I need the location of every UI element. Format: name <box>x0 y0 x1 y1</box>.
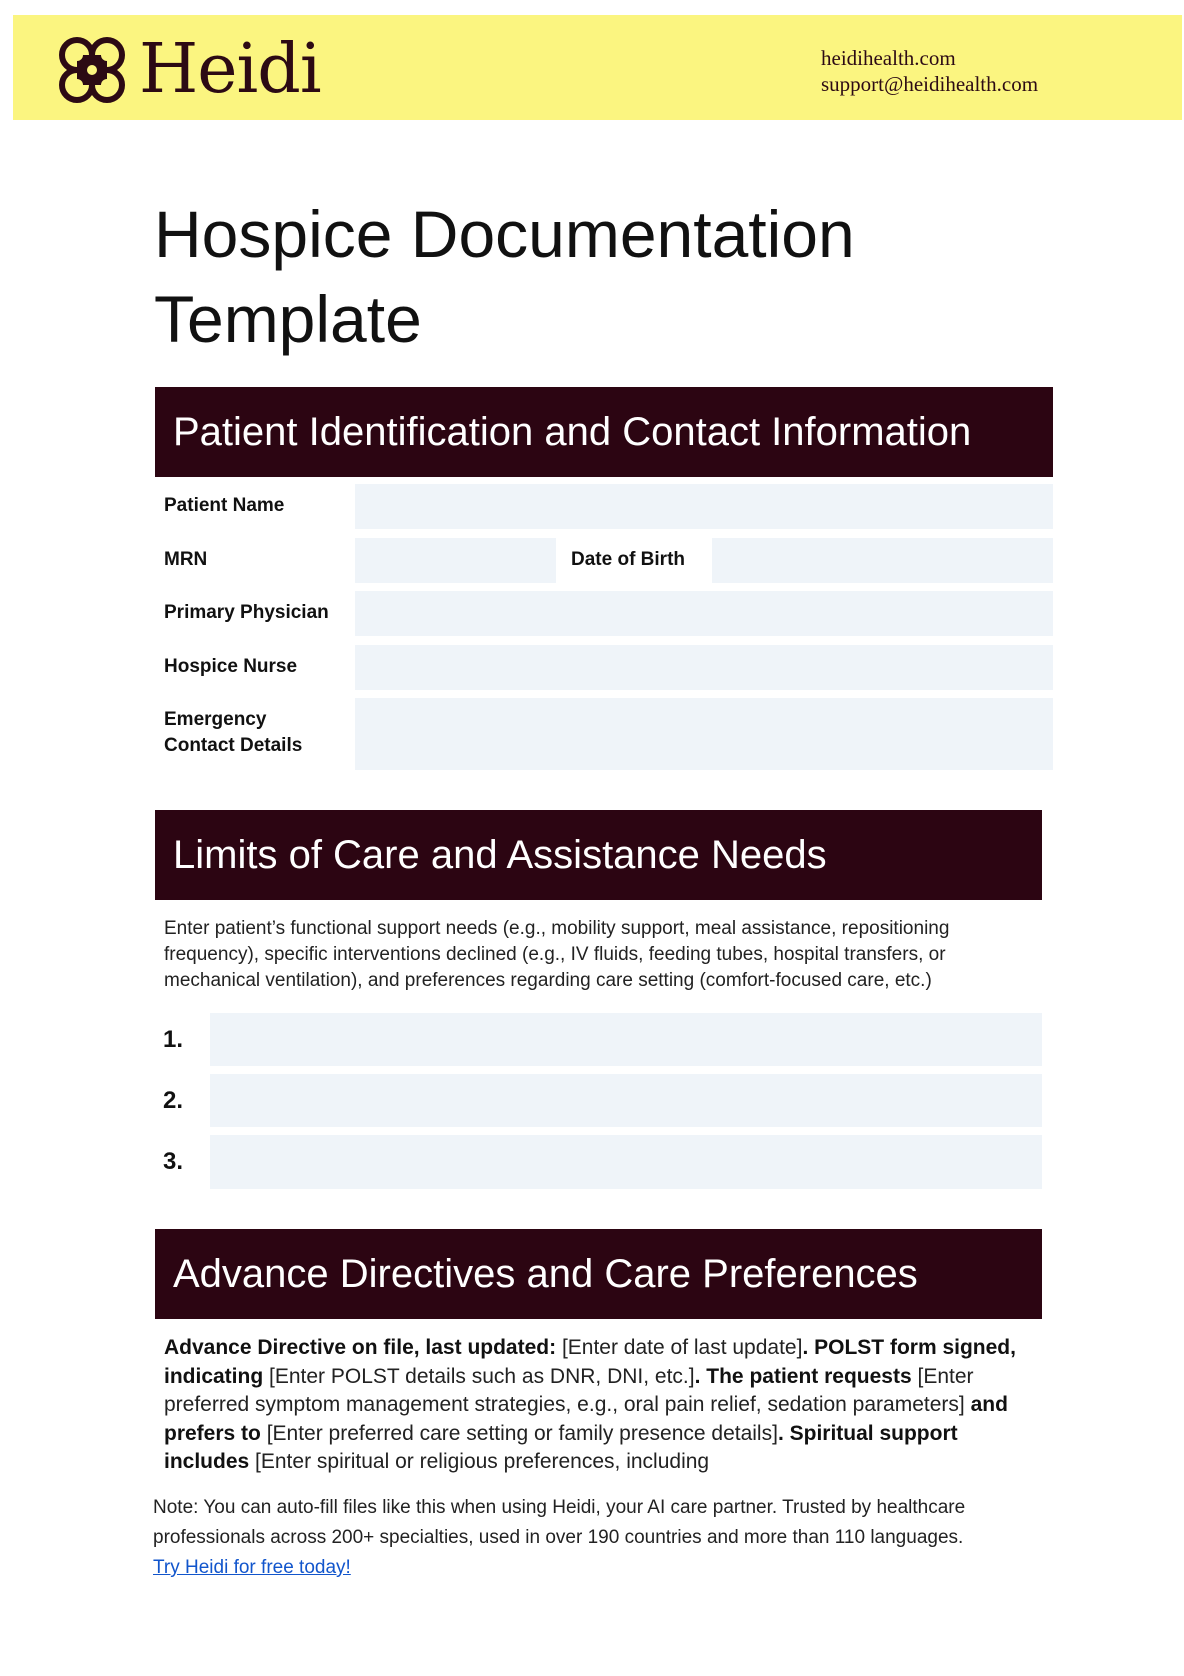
para-bold-3: . The patient requests <box>694 1364 912 1388</box>
section-advance-directives-heading: Advance Directives and Care Preferences <box>155 1229 1042 1319</box>
date-of-birth-field[interactable] <box>712 538 1053 583</box>
para-bold-5: . Spiritual support includes <box>164 1421 958 1473</box>
footer-note <box>153 1493 1053 1583</box>
mrn-field[interactable] <box>355 538 556 583</box>
para-bold-1: Advance Directive on file, last updated: <box>164 1336 557 1359</box>
para-bold-2: . POLST form signed, indicating <box>164 1336 1016 1388</box>
list-field-1[interactable] <box>210 1013 1042 1066</box>
section-patient-identification-heading: Patient Identification and Contact Information <box>155 387 1053 477</box>
patient-name-field[interactable] <box>355 484 1053 529</box>
para-bold-4: and prefers to <box>164 1393 1008 1445</box>
support-email[interactable]: support@heidihealth.com <box>821 72 1039 96</box>
patient-name-label: Patient Name <box>164 495 285 516</box>
contact-info <box>821 45 1038 97</box>
header-banner <box>13 15 1182 120</box>
para-text-2: [Enter POLST details such as DNR, DNI, etc.] <box>263 1364 695 1388</box>
title-line-2: Template <box>154 282 422 356</box>
heidi-logo[interactable] <box>53 31 321 109</box>
primary-physician-field[interactable] <box>355 591 1053 636</box>
hospice-nurse-field[interactable] <box>355 645 1053 690</box>
note-text: Note: You can auto-fill files like this when using Heidi, your AI care partner. Trusted by healthcare professionals across 200+ specialties, used in over 190 countries and more than 110 languages. <box>153 1497 966 1548</box>
heidi-logo-icon <box>53 31 131 109</box>
website-link[interactable]: heidihealth.com <box>821 46 956 70</box>
list-number-3: 3. <box>163 1148 184 1175</box>
section-limits-of-care-heading: Limits of Care and Assistance Needs <box>155 810 1042 900</box>
primary-physician-label: Primary Physician <box>164 602 329 623</box>
para-text-1: [Enter date of last update] <box>556 1336 803 1359</box>
para-text-4: [Enter preferred care setting or family presence details] <box>260 1421 778 1445</box>
list-number-2: 2. <box>163 1087 184 1114</box>
date-of-birth-label: Date of Birth <box>571 549 685 570</box>
mrn-label: MRN <box>164 549 208 570</box>
title-line-1: Hospice Documentation <box>154 197 855 271</box>
list-number-1: 1. <box>163 1026 184 1053</box>
list-field-3[interactable] <box>210 1135 1042 1189</box>
para-text-3: [Enter preferred symptom management strategies, e.g., oral pain relief, sedation parameters] <box>164 1364 974 1416</box>
emergency-contact-label <box>164 707 302 759</box>
list-field-2[interactable] <box>210 1074 1042 1127</box>
emergency-contact-field[interactable] <box>355 698 1053 770</box>
emergency-label-line-1: Emergency <box>164 709 267 730</box>
page-title <box>154 192 1054 362</box>
hospice-nurse-label: Hospice Nurse <box>164 656 298 677</box>
limits-of-care-description: Enter patient’s functional support needs (e.g., mobility support, meal assistance, repositioning frequency), specific interventions declined (e.g., IV fluids, feeding tubes, hospital transfers, or mechanical ventilation), and preferences regarding care setting (comfort-focused care, etc.) <box>164 918 950 991</box>
brand-name: Heidi <box>139 30 321 109</box>
para-text-5: [Enter spiritual or religious preferences, including <box>249 1450 710 1473</box>
advance-directives-paragraph <box>164 1334 1044 1477</box>
emergency-label-line-2: Contact Details <box>164 735 303 756</box>
try-heidi-link[interactable]: Try Heidi for free today! <box>153 1557 351 1578</box>
